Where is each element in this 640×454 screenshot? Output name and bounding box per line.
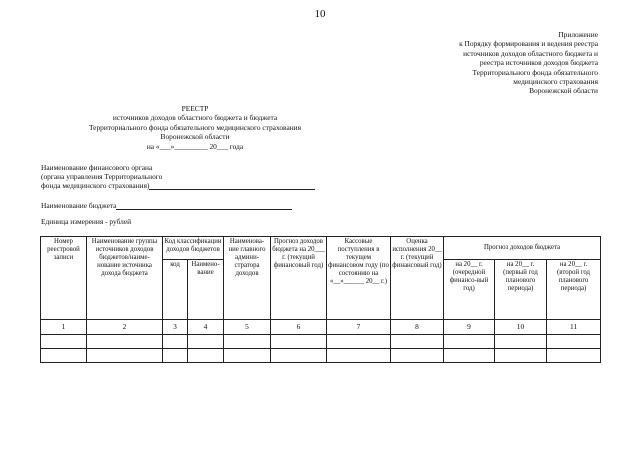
- table-cell[interactable]: [188, 349, 224, 363]
- appendix-line: реестра источников доходов бюджета: [479, 58, 598, 68]
- table-cell[interactable]: [271, 335, 327, 349]
- header-forecast-group: Прогноз доходов бюджета: [444, 237, 601, 260]
- document-title: [30, 104, 360, 151]
- table-cell[interactable]: [547, 335, 601, 349]
- header-plan-year-2: на 20__ г. (второй год планового периода): [547, 260, 601, 320]
- column-number: 3: [163, 320, 188, 335]
- table-row: [41, 335, 601, 349]
- column-number: 11: [547, 320, 601, 335]
- table-cell[interactable]: [547, 349, 601, 363]
- fin-org-input-line[interactable]: [149, 182, 315, 190]
- column-number: 5: [224, 320, 271, 335]
- budget-name-label: Наименование бюджета: [41, 201, 117, 210]
- table-cell[interactable]: [495, 349, 547, 363]
- column-number: 7: [327, 320, 391, 335]
- fin-org-label-3: фонда медицинского страхования): [41, 181, 150, 190]
- budget-name-input-line[interactable]: [116, 202, 292, 210]
- table-cell[interactable]: [495, 335, 547, 349]
- table-cell[interactable]: [87, 349, 163, 363]
- header-record-number: Номер реестровой записи: [41, 237, 87, 320]
- header-execution-estimate: Оценка исполнения 20__ г. (текущий финансовый год): [391, 237, 444, 320]
- column-number: 10: [495, 320, 547, 335]
- header-code-name: Наимено-вание: [188, 260, 224, 320]
- table-cell[interactable]: [327, 349, 391, 363]
- header-administrator: Наименова-ние главного админи-стратора доходов: [224, 237, 271, 320]
- unit-label: Единица измерения - рублей: [41, 217, 132, 226]
- table-cell[interactable]: [41, 335, 87, 349]
- column-number: 8: [391, 320, 444, 335]
- header-code: код: [163, 260, 188, 320]
- header-next-year: на 20__ г. (очередной финансо-вый год): [444, 260, 495, 320]
- table-cell[interactable]: [87, 335, 163, 349]
- column-number: 9: [444, 320, 495, 335]
- table-cell[interactable]: [271, 349, 327, 363]
- table-cell[interactable]: [224, 349, 271, 363]
- header-current-forecast: Прогноз доходов бюджета на 20___ г. (текущий финансовый год): [271, 237, 327, 320]
- header-cash-receipts: Кассовые поступления в текущем финансовом году (по состоянию на «__»______ 20__ г.): [327, 237, 391, 320]
- page-number: 10: [314, 8, 326, 20]
- table-cell[interactable]: [391, 335, 444, 349]
- table-cell[interactable]: [224, 335, 271, 349]
- header-source-name: Наименование группы источников доходов бюджетов/наиме-нование источника дохода бюджета: [87, 237, 163, 320]
- column-numbers-row: [41, 320, 601, 335]
- table-cell[interactable]: [188, 335, 224, 349]
- title-line: Территориального фонда обязательного медицинского страхования: [88, 122, 302, 132]
- column-number: 1: [41, 320, 87, 335]
- register-table: [40, 236, 601, 363]
- table-cell[interactable]: [163, 335, 188, 349]
- fin-org-label-1: Наименование финансового органа: [41, 163, 153, 172]
- title-line: источников доходов областного бюджета и бюджета: [112, 113, 278, 123]
- form-fields: [41, 163, 361, 226]
- table-cell[interactable]: [444, 349, 495, 363]
- title-date-line: на «___»_________ 20___ года: [146, 141, 244, 151]
- appendix-line: Приложение: [558, 30, 598, 39]
- title-line: Воронежской области: [160, 132, 230, 142]
- appendix-line: медицинского страхования: [513, 77, 598, 87]
- column-number: 2: [87, 320, 163, 335]
- column-number: 4: [188, 320, 224, 335]
- header-classification-code-group: Код классификации доходов бюджетов: [163, 237, 224, 260]
- table-cell[interactable]: [41, 349, 87, 363]
- appendix-header: [368, 30, 598, 96]
- appendix-line: Территориального фонда обязательного: [472, 67, 598, 77]
- title-heading: РЕЕСТР: [181, 104, 209, 113]
- appendix-line: к Порядку формирования и ведения реестра: [459, 39, 598, 49]
- fin-org-label-2: (органа управления Территориального: [41, 172, 163, 181]
- table-cell[interactable]: [391, 349, 444, 363]
- table-row: [41, 349, 601, 363]
- column-number: 6: [271, 320, 327, 335]
- table-cell[interactable]: [444, 335, 495, 349]
- appendix-line: источников доходов областного бюджета и: [463, 48, 598, 58]
- table-cell[interactable]: [327, 335, 391, 349]
- appendix-line: Воронежской области: [529, 86, 598, 96]
- header-plan-year-1: на 20__ г. (первый год планового периода): [495, 260, 547, 320]
- table-cell[interactable]: [163, 349, 188, 363]
